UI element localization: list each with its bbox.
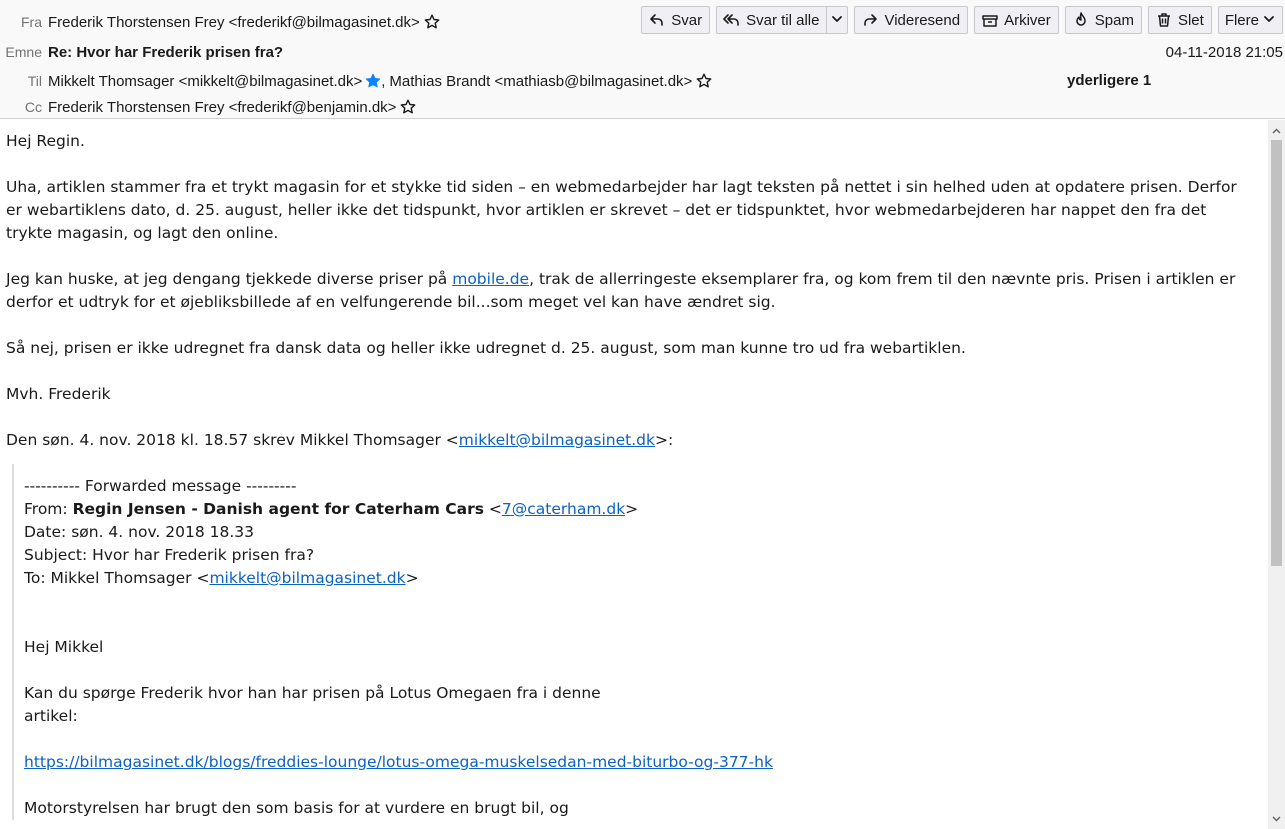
star-outline-icon[interactable] — [400, 99, 416, 115]
quote-intro-text: >: — [654, 431, 674, 449]
spam-button[interactable] — [1065, 6, 1142, 34]
subject-row — [0, 40, 283, 64]
from-label: Fra — [21, 14, 42, 30]
message-date: 04-11-2018 21:05 — [1165, 44, 1283, 61]
to-recipient[interactable]: Mikkelt Thomsager <mikkelt@bilmagasinet.dk> — [48, 72, 363, 90]
body-paragraph — [6, 268, 1256, 314]
from-row — [0, 10, 440, 34]
quoted-paragraph — [24, 682, 1254, 728]
forward-subject-line: Subject: Hvor har Frederik prisen fra? — [24, 546, 315, 564]
forward-to-line — [24, 567, 1268, 590]
forward-date-line: Date: søn. 4. nov. 2018 18.33 — [24, 523, 255, 541]
quoted-text: artikel: — [24, 707, 78, 725]
body-text: , trak de allerringeste eksemplarer fra, og kom frem til den nævnte pris. Prisen i artiklen er derfor et udtryk for et øjebliksbillede af en velfungerende bil...som meget vel kan have ændret sig. — [6, 270, 1236, 311]
quoted-message — [12, 464, 1268, 820]
forward-button[interactable] — [854, 6, 968, 34]
delete-label: Slet — [1177, 11, 1204, 29]
quote-intro-text: Den søn. 4. nov. 2018 kl. 18.57 skrev Mikkel Thomsager < — [6, 431, 459, 449]
scroll-down-arrow-icon[interactable] — [1268, 810, 1285, 827]
to-label: Til — [27, 73, 42, 89]
message-toolbar — [641, 6, 1283, 34]
forward-from-name: Regin Jensen - Danish agent for Caterham Cars — [72, 500, 484, 518]
from-sender[interactable]: Frederik Thorstensen Frey <frederikf@bilmagasinet.dk> — [48, 13, 420, 31]
to-separator: , — [381, 72, 386, 90]
reply-icon — [648, 11, 666, 29]
reply-all-group — [716, 6, 848, 34]
star-outline-icon[interactable] — [424, 14, 440, 30]
body-signoff: Mvh. Frederik — [6, 385, 111, 403]
message-header — [0, 0, 1285, 119]
body-greeting: Hej Regin. — [6, 132, 85, 150]
scrollbar-thumb[interactable] — [1271, 140, 1282, 566]
forward-from-bracket: < — [483, 500, 502, 518]
cc-label: Cc — [24, 99, 42, 115]
archive-button[interactable] — [974, 6, 1059, 34]
more-actions-button[interactable] — [1218, 6, 1283, 34]
subject-label: Emne — [5, 44, 42, 60]
cc-row — [0, 95, 416, 119]
vertical-scrollbar[interactable] — [1268, 120, 1285, 829]
body-paragraph: Så nej, prisen er ikke udregnet fra dansk data og heller ikke udregnet d. 25. august, som man kunne tro ud fra webartiklen. — [6, 339, 966, 357]
message-body — [0, 120, 1268, 829]
star-outline-icon[interactable] — [696, 73, 712, 89]
to-row — [0, 69, 712, 93]
quoted-text: Kan du spørge Frederik hvor han har prisen på Lotus Omegaen fra i denne — [24, 684, 601, 702]
spam-label: Spam — [1094, 11, 1134, 29]
scroll-up-arrow-icon[interactable] — [1268, 122, 1285, 139]
more-recipients-link[interactable]: yderligere 1 — [1067, 72, 1152, 89]
mobile-de-link[interactable]: mobile.de — [452, 270, 530, 288]
trash-icon — [1155, 11, 1173, 29]
forward-from-email-link[interactable]: 7@caterham.dk — [501, 500, 626, 518]
subject-value: Re: Hvor har Frederik prisen fra? — [48, 43, 284, 61]
star-filled-icon[interactable] — [365, 73, 381, 89]
forward-to-bracket: > — [405, 569, 419, 587]
quoted-paragraph: Motorstyrelsen har brugt den som basis for at vurdere en brugt bil, og — [24, 799, 569, 817]
quoted-greeting: Hej Mikkel — [24, 638, 104, 656]
reply-button[interactable] — [641, 6, 710, 34]
body-text: Jeg kan huske, at jeg dengang tjekkede diverse priser på — [6, 270, 453, 288]
to-recipient[interactable]: Mathias Brandt <mathiasb@bilmagasinet.dk> — [389, 72, 693, 90]
flame-icon — [1072, 11, 1090, 29]
archive-label: Arkiver — [1004, 11, 1051, 29]
forward-header: ---------- Forwarded message --------- — [24, 477, 297, 495]
cc-recipient[interactable]: Frederik Thorstensen Frey <frederikf@benjamin.dk> — [48, 98, 397, 116]
delete-button[interactable] — [1148, 6, 1212, 34]
reply-label: Svar — [671, 11, 703, 29]
reply-all-label: Svar til alle — [746, 11, 820, 29]
forward-from-label: From: — [24, 500, 73, 518]
body-paragraph: Uha, artiklen stammer fra et trykt magasin for et stykke tid siden – en webmedarbejder har lagt teksten på nettet i sin helhed uden at opdatere prisen. Derfor er webartiklens dato, d. 25. august, heller ikke det tidspunkt, hvor artiklen er skrevet – det er tidspunktet, hvor webmedarbejderen har nappet den fra det trykte magasin, og lagt den online. — [6, 178, 1237, 242]
article-url-link[interactable]: https://bilmagasinet.dk/blogs/freddies-lounge/lotus-omega-muskelsedan-med-biturbo-og-377-hk — [24, 753, 773, 771]
forward-from-bracket: > — [625, 500, 639, 518]
quote-intro — [6, 429, 1256, 452]
forward-from-line — [24, 498, 1268, 521]
archive-icon — [981, 11, 999, 29]
more-actions-label: Flere — [1224, 11, 1259, 29]
forward-icon — [861, 11, 879, 29]
reply-all-icon — [723, 11, 741, 29]
reply-all-button[interactable] — [716, 6, 827, 34]
reply-all-dropdown[interactable] — [827, 6, 848, 34]
quoted-paragraph — [24, 751, 1254, 774]
chevron-down-icon — [1263, 12, 1275, 29]
chevron-down-icon — [831, 12, 843, 29]
forward-to-label: To: Mikkel Thomsager < — [24, 569, 210, 587]
quote-intro-email-link[interactable]: mikkelt@bilmagasinet.dk — [458, 431, 655, 449]
forward-to-email-link[interactable]: mikkelt@bilmagasinet.dk — [209, 569, 406, 587]
forward-label: Videresend — [884, 11, 961, 29]
